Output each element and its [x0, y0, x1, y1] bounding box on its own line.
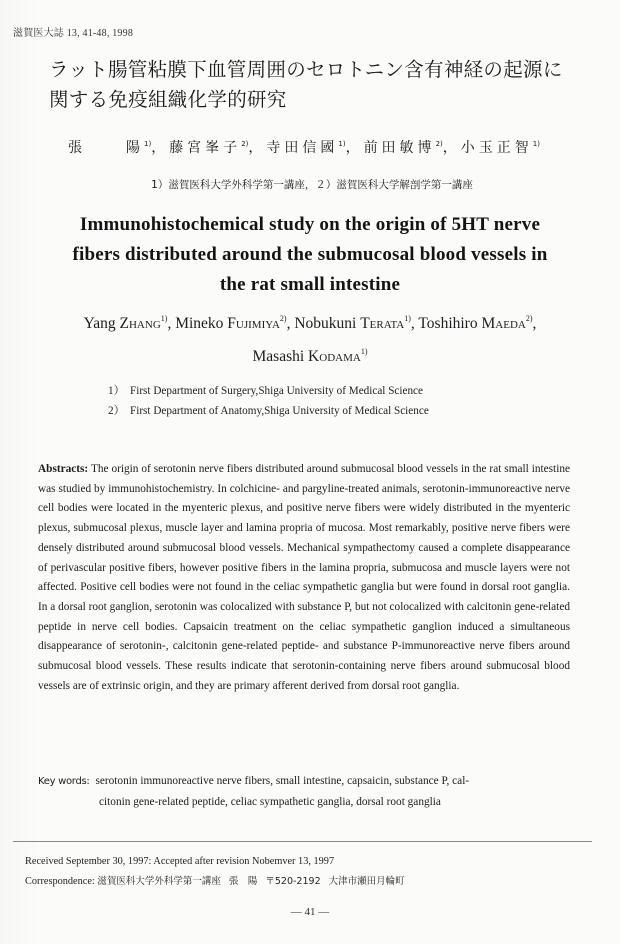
affiliation-item	[108, 381, 429, 401]
japanese-affiliations: 1）滋賀医科大学外科学第一講座，２）滋賀医科大学解剖学第一講座	[151, 179, 473, 191]
correspondence	[25, 872, 405, 892]
page-number: — 41 —	[290, 906, 330, 918]
author-family-initial: M	[481, 315, 496, 332]
author-affil-mark: 1)	[144, 140, 152, 148]
keywords-label: Key words:	[38, 776, 90, 787]
author-name: 寺田信國	[266, 140, 339, 156]
author-family-rest: odama	[319, 348, 361, 365]
author-family	[360, 315, 404, 332]
author-separator: ，	[248, 140, 267, 156]
japanese-title-line: ラット腸管粘膜下血管周囲のセロトニン含有神経の起源に	[49, 58, 563, 81]
author-separator: ，	[442, 140, 461, 156]
correspondence-address: 大津市瀬田月輪町	[328, 876, 405, 887]
author-family-initial: F	[227, 315, 236, 332]
abstract-text: The origin of serotonin nerve fibers distributed around submucosal blood vessels in the rat small intestine was studied by immunohistochemistry. In colchicine- and pargyline-treated animals, serotonin-immunoreactive nerve cell bodies were located in the myenteric plexus, and positive nerve fibers were widely distributed in the myenteric plexus, submucosal plexus, muscle layer and lamina propria of mucosa. Most remarkably, positive nerve fibers were densely distributed around submucosal blood vessels. Mechanical sympathectomy caused a complete disappearance of perivascular positive fibers, however positive fibers in the lamina propria, submucosa and muscle layers were not affected. Positive cell bodies were not found in the celiac sympathetic ganglia but were found in dorsal root ganglia. In a dorsal root ganglion, serotonin was colocalized with substance P, but not colocalized with calcitonin gene-related peptide in nerve cell bodies. Capsaicin treatment on the celiac sympathetic ganglion induced a simultaneous disappearance of serotonin-, calcitonin gene-related peptide- and substance P-immunoreactive nerve fibers around submucosal blood vessels. These results indicate that serotonin-containing nerve fibers around submucosal blood vessels are of extrinsic origin, and they are primary afferent derived from dorsal root ganglia.	[38, 463, 570, 692]
author-family-initial: K	[308, 348, 320, 365]
received-dates: Received September 30, 1997: Accepted after revision Nobemver 13, 1997	[25, 856, 335, 867]
japanese-authors	[68, 134, 540, 158]
author-given: Masashi	[252, 348, 305, 365]
affiliation-number: 1）	[108, 385, 125, 397]
english-title-line: fibers distributed around the submucosal blood vessels in	[72, 244, 548, 265]
japanese-title	[49, 55, 589, 115]
english-affiliations	[108, 381, 429, 421]
keywords	[38, 771, 570, 812]
author-given: Nobukuni	[294, 315, 357, 332]
author-affil-mark: 1)	[338, 140, 346, 148]
author-family	[481, 315, 525, 332]
english-authors-line	[0, 340, 620, 373]
affiliation-text: First Department of Surgery,Shiga University of Medical Science	[130, 385, 423, 397]
author-given: Yang	[83, 315, 116, 332]
author-separator: ，	[345, 140, 364, 156]
english-title-line: the rat small intestine	[219, 274, 401, 295]
keywords-first-line	[38, 775, 469, 787]
keywords-text-continued: citonin gene-related peptide, celiac sympathetic ganglia, dorsal root ganglia	[99, 796, 441, 808]
keywords-text: serotonin immunoreactive nerve fibers, small intestine, capsaicin, substance P, cal-	[95, 775, 470, 787]
author-name: 藤宮峯子	[169, 140, 242, 156]
author-family: 張	[68, 140, 86, 156]
author-affil-mark: 1)	[360, 347, 368, 356]
author-separator: ，	[151, 140, 170, 156]
author-family-initial: Z	[119, 315, 129, 332]
author-affil-mark: 2)	[435, 140, 443, 148]
affiliation-number: 2）	[108, 405, 125, 417]
correspondence-department: 滋賀医科大学外科学第一講座	[97, 876, 221, 887]
author-family-initial: T	[360, 315, 370, 332]
english-authors-line: Yang Zhang$^{1)}$, Mineko Fujimiya$^{2)}$, Nobukuni Terata$^{1)}$, Toshihiro Maeda$^{2)}$,	[83, 314, 537, 332]
author-family	[227, 315, 280, 332]
author-family-rest: aeda	[495, 315, 526, 332]
abstract-label: Abstracts:	[38, 463, 89, 475]
correspondence-label: Correspondence:	[25, 876, 95, 887]
author-family	[120, 315, 161, 332]
author-affil-mark: 1)	[160, 314, 168, 323]
author-given: 陽	[126, 140, 144, 156]
author-given: Mineko	[175, 315, 224, 332]
author-family-rest: hang	[128, 315, 161, 332]
author-name: 前田敏博	[363, 140, 436, 156]
affiliation-text: First Department of Anatomy,Shiga University of Medical Science	[130, 405, 429, 417]
author-family	[308, 348, 361, 365]
english-title	[0, 210, 620, 300]
author-family-rest: ujimiya	[235, 315, 280, 332]
english-authors	[0, 307, 620, 373]
footnote-separator	[13, 841, 592, 842]
author-affil-mark: 2)	[241, 140, 249, 148]
english-title-line: Immunohistochemical study on the origin of 5HT nerve	[79, 214, 541, 235]
author-affil-mark: 1)	[532, 140, 540, 148]
abstract	[38, 460, 570, 696]
correspondence-postal-code: 〒520-2192	[265, 876, 321, 887]
affiliation-item	[108, 401, 429, 421]
author-name: 小玉正智	[460, 140, 533, 156]
author-family-rest: erata	[369, 315, 405, 332]
correspondence-name: 張 陽	[228, 876, 258, 887]
author-affil-mark: 2)	[279, 314, 287, 323]
japanese-title-line: 関する免疫組織化学的研究	[49, 88, 287, 111]
author-given: Toshihiro	[418, 315, 478, 332]
journal-reference: 滋賀医大誌 13, 41-48, 1998	[13, 28, 134, 39]
author-affil-mark: 2)	[525, 314, 533, 323]
author-affil-mark: 1)	[404, 314, 411, 323]
